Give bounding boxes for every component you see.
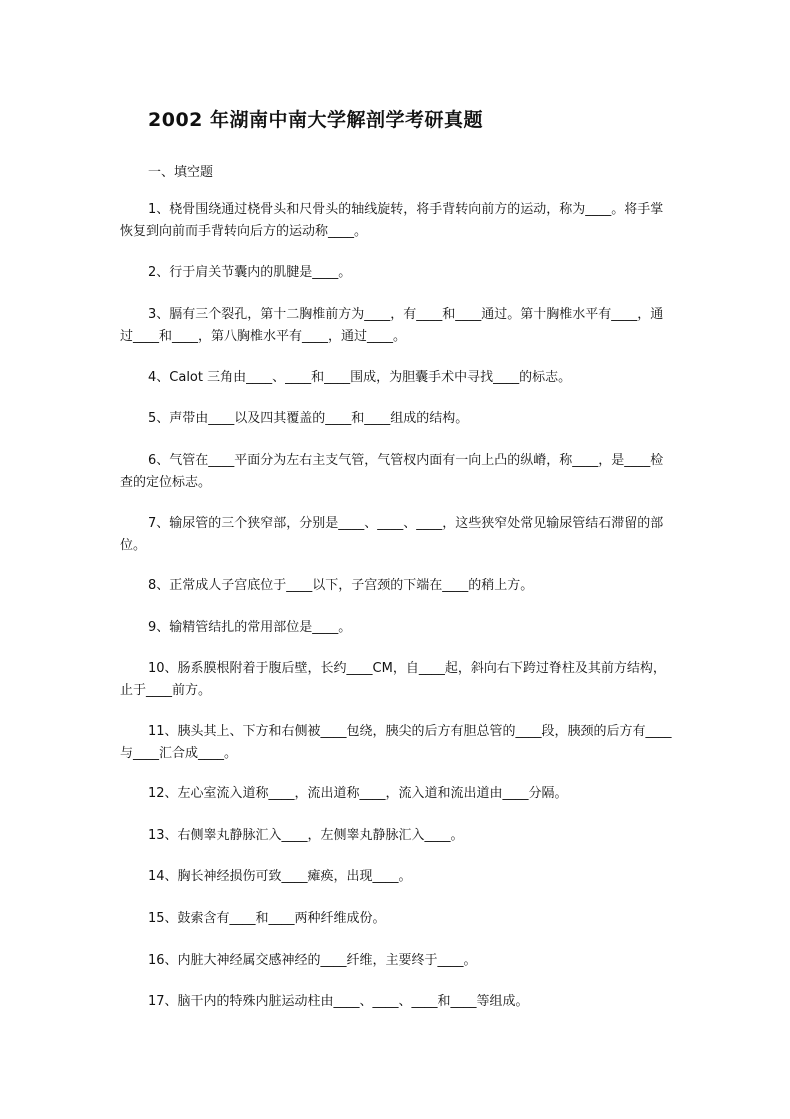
question-6: 6、气管在____平面分为左右主支气管，气管杈内面有一向上凸的纵嵴，称____，是____检查的定位标志。 — [120, 453, 664, 490]
question-12: 12、左心室流入道称____，流出道称____，流入道和流出道由____分隔。 — [148, 786, 568, 801]
question-4: 4、Calot 三角由____、____和____围成，为胆囊手术中寻找____的标志。 — [148, 370, 572, 385]
question-1: 1、桡骨围绕通过桡骨头和尺骨头的轴线旋转，将手背转向前方的运动，称为____。将手掌恢复到向前而手背转向后方的运动称____。 — [120, 202, 664, 239]
question-7: 7、输尿管的三个狭窄部，分别是____、____、____，这些狭窄处常见输尿管结石滞留的部位。 — [120, 516, 664, 553]
question-3: 3、膈有三个裂孔，第十二胸椎前方为____，有____和____通过。第十胸椎水平有____，通过____和____，第八胸椎水平有____，通过____。 — [120, 307, 664, 344]
question-11: 11、胰头其上、下方和右侧被____包绕，胰尖的后方有胆总管的____段，胰颈的后方有____与____汇合成____。 — [120, 724, 672, 761]
question-10: 10、肠系膜根附着于腹后壁，长约____CM，自____起，斜向右下跨过脊柱及其前方结构，止于____前方。 — [120, 661, 666, 698]
question-13: 13、右侧睾丸静脉汇入____，左侧睾丸静脉汇入____。 — [148, 828, 464, 843]
question-14: 14、胸长神经损伤可致____瘫痪，出现____。 — [148, 869, 412, 884]
question-9: 9、输精管结扎的常用部位是____。 — [148, 620, 352, 635]
question-15: 15、鼓索含有____和____两种纤维成份。 — [148, 911, 386, 926]
question-5: 5、声带由____以及四其覆盖的____和____组成的结构。 — [148, 411, 469, 426]
question-17: 17、脑干内的特殊内脏运动柱由____、____、____和____等组成。 — [148, 994, 529, 1009]
question-16: 16、内脏大神经属交感神经的____纤维，主要终于____。 — [148, 953, 477, 968]
question-2: 2、行于肩关节囊内的肌腱是____。 — [148, 265, 352, 280]
section-heading: 一、填空题 — [148, 165, 214, 180]
question-8: 8、正常成人子宫底位于____以下，子宫颈的下端在____的稍上方。 — [148, 578, 534, 593]
document-title: 2002 年湖南中南大学解剖学考研真题 — [148, 109, 483, 131]
